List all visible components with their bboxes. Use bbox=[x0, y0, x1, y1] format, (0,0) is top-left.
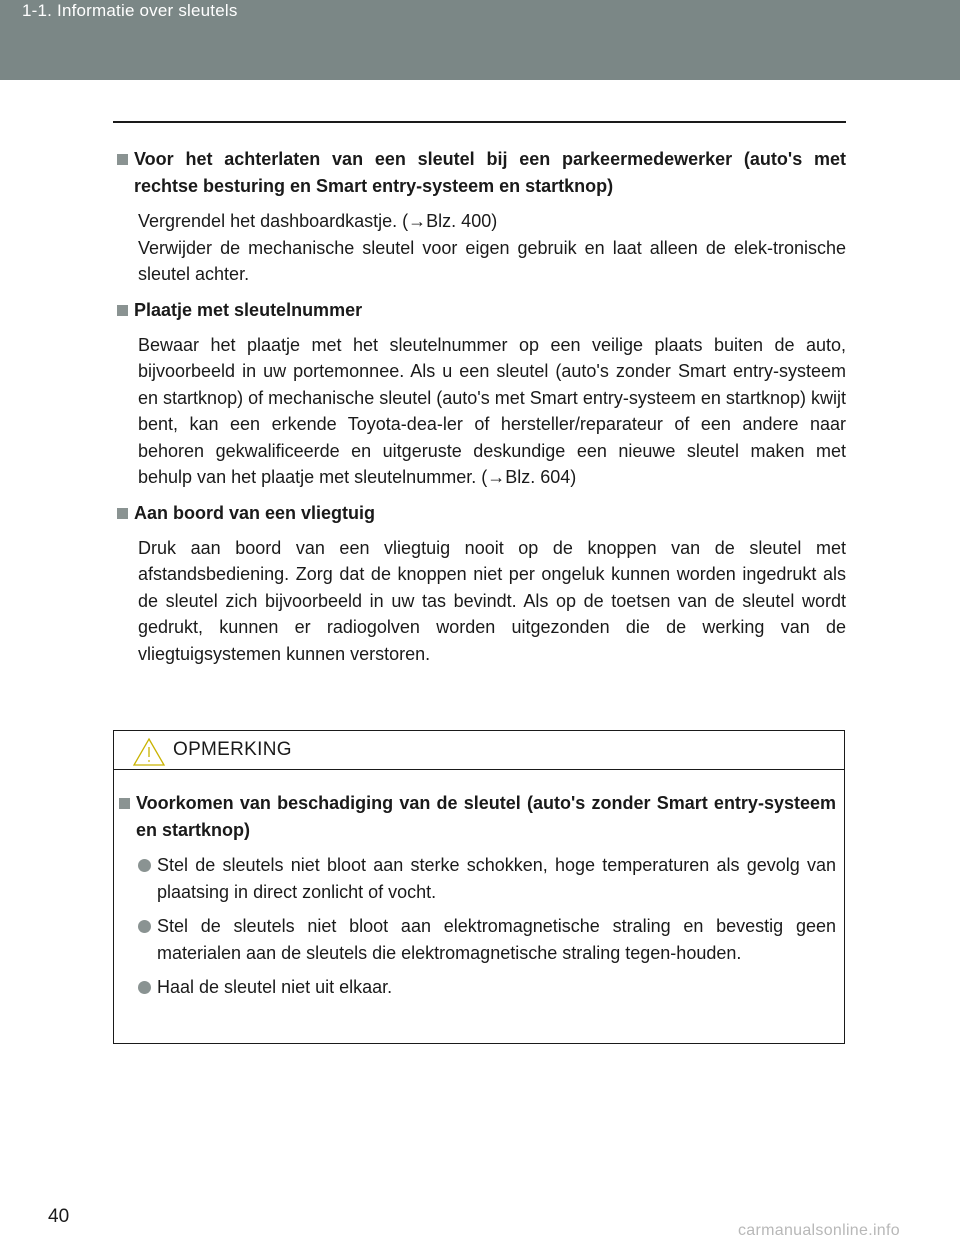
notice-bullet bbox=[138, 852, 836, 905]
section-paragraph bbox=[138, 208, 846, 288]
paragraph-line: Verwijder de mechanische sleutel voor eigen gebruik en laat alleen de elek-tronische sleutel achter. bbox=[138, 237, 846, 284]
section-airplane bbox=[113, 500, 846, 668]
notice-title-bar bbox=[114, 731, 844, 770]
section-paragraph bbox=[138, 332, 846, 491]
round-bullet-icon bbox=[138, 859, 151, 872]
section-heading-text: Plaatje met sleutelnummer bbox=[134, 299, 363, 320]
paragraph-line: Bewaar het plaatje met het sleutelnummer op een veilige plaats buiten de auto, bijvoorbeeld in uw portemonnee. Als u een sleutel (auto's zonder Smart entry-systeem en startknop) of mechanische sleutel (auto's met Smart entry-systeem en startknop) kwijt bent, kan een erkende Toyota-dea-ler of hersteller/reparateur of een andere naar behoren gekwalificeerde en uitgeruste deskundige een nieuwe sleutel maken met behulp van het plaatje met sleutelnummer. (→Blz. 604) bbox=[138, 334, 846, 487]
main-content bbox=[113, 146, 846, 676]
notice-bullet-text: Stel de sleutels niet bloot aan elektromagnetische straling en bevestig geen materialen aan de sleutels die elektromagnetische straling tegen-houden. bbox=[157, 916, 836, 963]
notice-bullet-text: Haal de sleutel niet uit elkaar. bbox=[157, 977, 393, 997]
notice-title: OPMERKING bbox=[173, 739, 292, 760]
notice-bullet-text: Stel de sleutels niet bloot aan sterke schokken, hoge temperaturen als gevolg van plaatsing in direct zonlicht of vocht. bbox=[157, 855, 836, 902]
section-heading-text: Aan boord van een vliegtuig bbox=[134, 502, 376, 523]
paragraph-line: Vergrendel het dashboardkastje. (→Blz. 400) bbox=[138, 211, 498, 231]
square-bullet-icon bbox=[119, 798, 130, 809]
notice-heading-text: Voorkomen van beschadiging van de sleutel (auto's zonder Smart entry-systeem en startknop) bbox=[136, 793, 836, 840]
section-heading bbox=[113, 146, 846, 200]
section-title: 1-1. Informatie over sleutels bbox=[22, 1, 238, 20]
notice-heading bbox=[118, 790, 836, 844]
paragraph-line: Druk aan boord van een vliegtuig nooit op de knoppen van de sleutel met afstandsbediening. Zorg dat de knoppen niet per ongeluk kunnen worden ingedrukt als de sleutel zich bijvoorbeeld in uw tas bevindt. Als op de toetsen van de sleutel wordt gedrukt, kunnen er radiogolven worden uitgezonden die de werking van de vliegtuigsystemen kunnen verstoren. bbox=[138, 537, 846, 664]
section-heading bbox=[113, 500, 846, 527]
section-heading-text: Voor het achterlaten van een sleutel bij een parkeermedewerker (auto's met rechtse besturing en Smart entry-systeem en startknop) bbox=[134, 149, 846, 196]
square-bullet-icon bbox=[117, 305, 128, 316]
top-divider bbox=[113, 121, 846, 123]
round-bullet-icon bbox=[138, 981, 151, 994]
notice-bullet bbox=[138, 913, 836, 966]
section-parking-attendant bbox=[113, 146, 846, 288]
section-heading bbox=[113, 297, 846, 324]
notice-box bbox=[113, 730, 845, 1044]
square-bullet-icon bbox=[117, 508, 128, 519]
section-key-number-plate bbox=[113, 297, 846, 491]
page-header bbox=[0, 0, 960, 80]
square-bullet-icon bbox=[117, 154, 128, 165]
section-paragraph bbox=[138, 535, 846, 668]
round-bullet-icon bbox=[138, 920, 151, 933]
watermark: carmanualsonline.info bbox=[738, 1222, 900, 1239]
notice-bullet bbox=[138, 974, 836, 1001]
notice-body bbox=[114, 770, 844, 1001]
warning-triangle-icon bbox=[132, 737, 166, 767]
page-number: 40 bbox=[48, 1206, 70, 1227]
